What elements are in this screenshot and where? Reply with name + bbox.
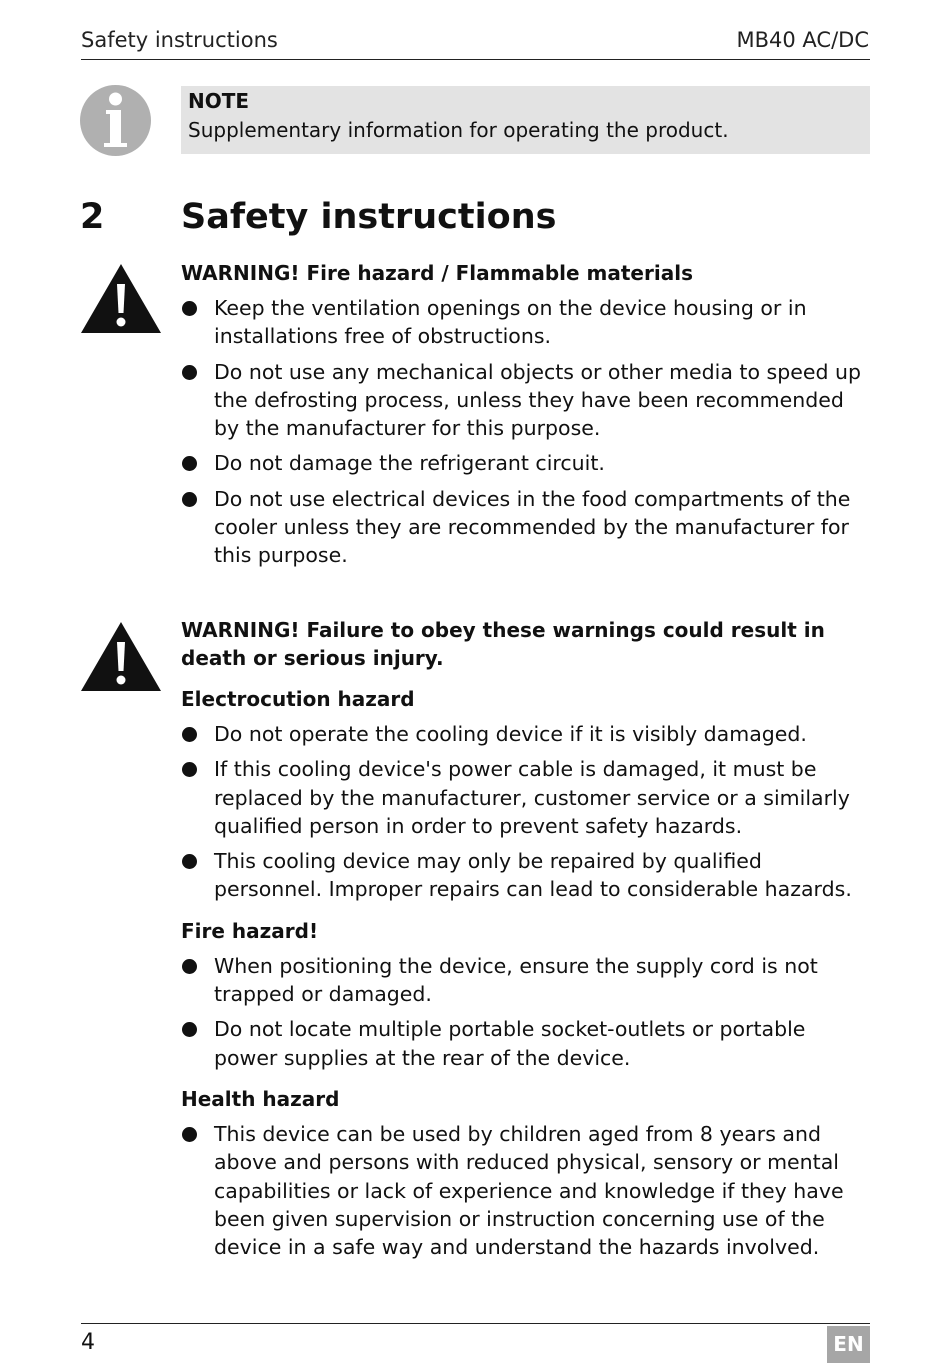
- warning-injury-block: [181, 616, 871, 1261]
- warning-title: WARNING! Failure to obey these warnings could result in death or serious injury.: [181, 618, 825, 670]
- list-item: Do not locate multiple portable socket-outlets or portable power supplies at the rear of the device.: [181, 1015, 871, 1072]
- note-text: Supplementary information for operating the product.: [188, 118, 729, 142]
- bullet-list: [181, 952, 871, 1072]
- fire-hazard-heading: Fire hazard!: [181, 918, 319, 943]
- running-header-model: MB40 AC/DC: [736, 28, 869, 52]
- list-item: Do not use any mechanical objects or other media to speed up the defrosting process, unless they have been recommended by the manufacturer for this purpose.: [181, 358, 871, 443]
- bullet-list: [181, 1120, 871, 1261]
- warning-triangle-icon: [80, 620, 162, 692]
- list-item: Do not operate the cooling device if it is visibly damaged.: [181, 720, 871, 748]
- bullet-icon: [182, 492, 197, 507]
- bullet-list: [181, 294, 871, 570]
- bullet-icon: [182, 365, 197, 380]
- running-header-title: Safety instructions: [81, 28, 278, 52]
- section-number: 2: [80, 197, 105, 237]
- footer-divider: [81, 1323, 870, 1324]
- page-number: 4: [81, 1330, 95, 1355]
- health-hazard-heading: Health hazard: [181, 1086, 340, 1111]
- bullet-icon: [182, 456, 197, 471]
- bullet-icon: [182, 301, 197, 316]
- bullet-icon: [182, 1022, 197, 1037]
- list-item: This cooling device may only be repaired by qualified personnel. Improper repairs can lead to considerable hazards.: [181, 847, 871, 904]
- bullet-list: [181, 720, 871, 904]
- header-divider: [81, 59, 870, 60]
- list-item: Do not damage the refrigerant circuit.: [181, 449, 871, 477]
- list-item: If this cooling device's power cable is damaged, it must be replaced by the manufacturer, customer service or a similarly qualified person in order to prevent safety hazards.: [181, 755, 871, 840]
- note-title: NOTE: [188, 89, 250, 113]
- section-title: Safety instructions: [181, 197, 557, 237]
- bullet-icon: [182, 959, 197, 974]
- warning-fire-block: [181, 259, 871, 570]
- bullet-icon: [182, 762, 197, 777]
- language-badge: EN: [827, 1326, 870, 1363]
- electrocution-heading: Electrocution hazard: [181, 687, 415, 711]
- list-item: Keep the ventilation openings on the device housing or in installations free of obstructions.: [181, 294, 871, 351]
- list-item: When positioning the device, ensure the supply cord is not trapped or damaged.: [181, 952, 871, 1009]
- bullet-icon: [182, 854, 197, 869]
- bullet-icon: [182, 727, 197, 742]
- info-icon: [80, 85, 151, 156]
- warning-triangle-icon: [80, 262, 162, 334]
- list-item: Do not use electrical devices in the food compartments of the cooler unless they are recommended by the manufacturer for this purpose.: [181, 485, 871, 570]
- bullet-icon: [182, 1127, 197, 1142]
- list-item: This device can be used by children aged from 8 years and above and persons with reduced physical, sensory or mental capabilities or lack of experience and knowledge if they have been given supervision or instruction concerning use of the device in a safe way and understand the hazards involved.: [181, 1120, 871, 1261]
- warning-title: WARNING! Fire hazard / Flammable materials: [181, 261, 693, 285]
